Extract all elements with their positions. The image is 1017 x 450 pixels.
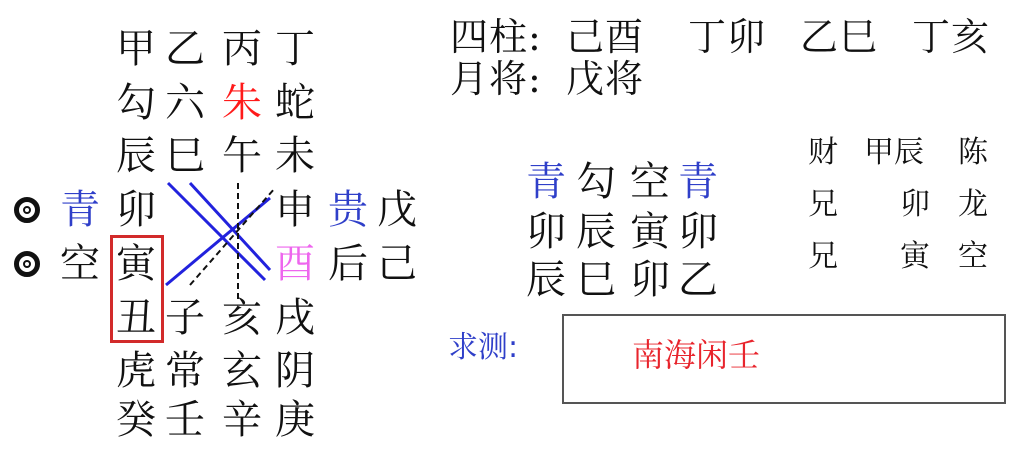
pillar-hour: 丁亥 — [912, 15, 991, 59]
marker-ring-1 — [14, 197, 40, 223]
top-branch-4: 未 — [275, 133, 315, 179]
right-god-1: 贵 — [328, 187, 368, 233]
top-branch-3: 午 — [222, 133, 262, 179]
lesson-god-2: 勾 — [576, 159, 616, 205]
lesson-god-4: 青 — [678, 159, 718, 205]
left-branch-2: 寅 — [116, 241, 156, 287]
line-blue-a — [168, 183, 265, 280]
trans-relation-3: 兄 — [808, 239, 838, 274]
trans-stembranch-1: 甲辰 — [864, 135, 924, 170]
lesson-god-1: 青 — [526, 159, 566, 205]
left-branch-1: 卯 — [116, 187, 156, 233]
lesson-upper-2: 辰 — [576, 209, 616, 255]
general-value: 戊将 — [566, 57, 645, 101]
general-label: 月将: — [450, 57, 542, 101]
pillar-year: 己酉 — [566, 15, 645, 59]
lesson-lower-1: 辰 — [526, 257, 566, 303]
right-branch-1: 申 — [275, 187, 315, 233]
top-branch-1: 辰 — [116, 133, 156, 179]
trans-relation-2: 兄 — [808, 187, 838, 222]
left-god-2: 空 — [60, 241, 100, 287]
line-blue-c — [166, 198, 270, 285]
marker-ring-2 — [14, 251, 40, 277]
query-box — [562, 314, 1006, 404]
bottom-stem-4: 庚 — [275, 397, 315, 443]
query-value: 南海闲壬 — [632, 336, 761, 374]
bottom-stem-2: 壬 — [165, 397, 205, 443]
bottom-branch-1: 子 — [165, 295, 205, 341]
top-god-1: 勾 — [116, 80, 156, 126]
pillar-day: 乙巳 — [800, 15, 879, 59]
right-stem-1: 戊 — [377, 187, 417, 233]
right-god-2: 后 — [328, 241, 368, 287]
trans-god-3: 空 — [958, 239, 988, 274]
lesson-lower-3: 卯 — [630, 257, 670, 303]
bottom-god-1: 虎 — [116, 348, 156, 394]
lesson-upper-4: 卯 — [678, 209, 718, 255]
bottom-god-4: 阴 — [275, 348, 315, 394]
trans-god-2: 龙 — [958, 187, 988, 222]
lesson-lower-4: 乙 — [678, 257, 718, 303]
lesson-lower-2: 巳 — [576, 257, 616, 303]
pillar-month: 丁卯 — [688, 15, 767, 59]
bottom-stem-1: 癸 — [116, 397, 156, 443]
bottom-branch-2: 亥 — [222, 295, 262, 341]
top-stem-1: 甲 — [116, 26, 156, 72]
right-branch-3: 戌 — [275, 295, 315, 341]
right-branch-2: 酉 — [275, 241, 315, 287]
right-stem-2: 己 — [377, 241, 417, 287]
bottom-god-2: 常 — [165, 348, 205, 394]
trans-relation-1: 财 — [808, 135, 838, 170]
trans-stembranch-3: 寅 — [900, 239, 930, 274]
query-label: 求测: — [448, 330, 519, 365]
top-stem-2: 乙 — [165, 26, 205, 72]
left-god-1: 青 — [60, 187, 100, 233]
pillars-label: 四柱: — [450, 15, 542, 59]
bottom-stem-3: 辛 — [222, 397, 262, 443]
top-branch-2: 巳 — [165, 133, 205, 179]
line-blue-b — [190, 183, 270, 270]
left-branch-3: 丑 — [116, 295, 156, 341]
top-stem-4: 丁 — [275, 26, 315, 72]
trans-god-1: 陈 — [958, 135, 988, 170]
lesson-upper-3: 寅 — [630, 209, 670, 255]
top-god-3: 朱 — [222, 80, 262, 126]
trans-stembranch-2: 卯 — [900, 187, 930, 222]
lesson-god-3: 空 — [630, 159, 670, 205]
top-god-4: 蛇 — [275, 80, 315, 126]
bottom-god-3: 玄 — [222, 348, 262, 394]
lesson-upper-1: 卯 — [526, 209, 566, 255]
top-god-2: 六 — [165, 80, 205, 126]
highlight-box — [110, 235, 164, 343]
top-stem-3: 丙 — [222, 26, 262, 72]
